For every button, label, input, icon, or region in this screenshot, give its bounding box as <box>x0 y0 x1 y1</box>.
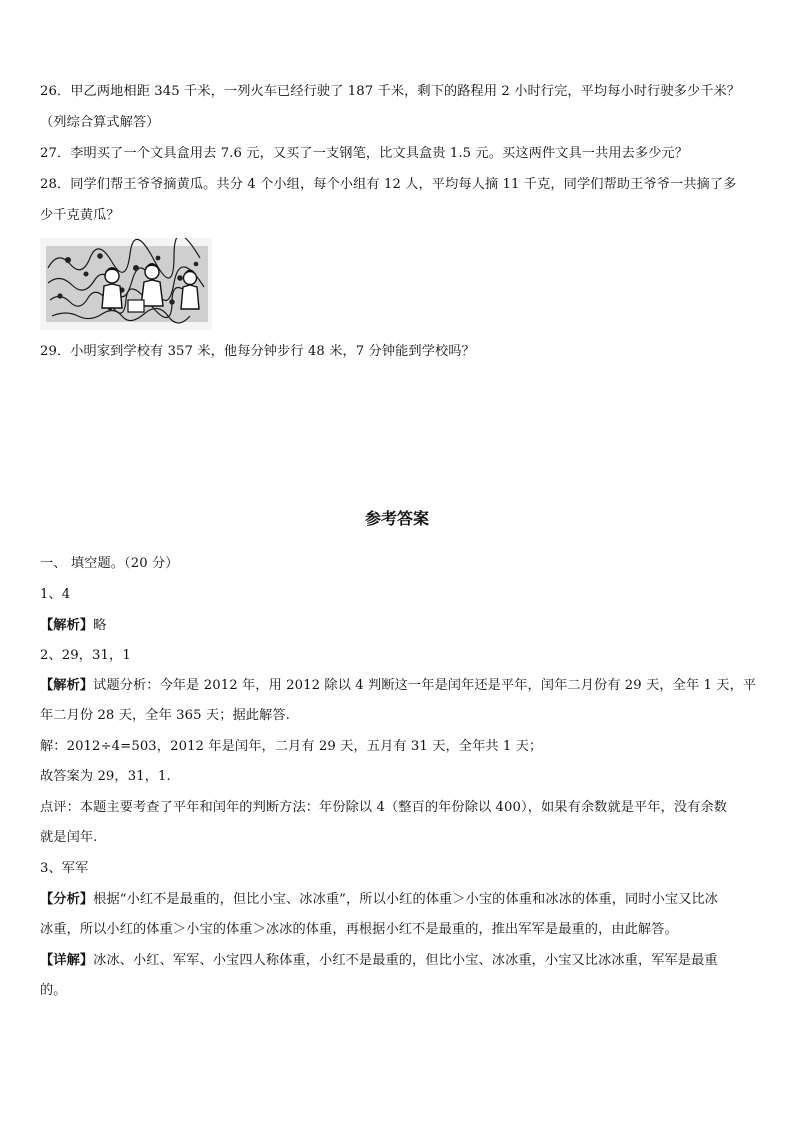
analysis-tag: 【解析】 <box>40 618 94 633</box>
analysis-tag: 【分析】 <box>40 892 94 907</box>
answer-2-analysis-line1: 【解析】试题分析：今年是 2012 年，用 2012 除以 4 判断这一年是闰年还是平年，闰年二月份有 29 天，全年 1 天，平 <box>40 678 757 693</box>
question-26-line2: （列综合算式解答） <box>40 115 160 130</box>
answer-3: 3、军军 <box>40 861 89 876</box>
question-27: 27．李明买了一个文具盒用去 7.6 元，又买了一支钢笔，比文具盒贵 1.5 元。买这两件文具一共用去多少元？ <box>40 146 689 161</box>
answer-3-detail-line2: 的。 <box>40 983 67 998</box>
answer-1: 1、4 <box>40 587 71 602</box>
answer-2-comment-line2: 就是闰年. <box>40 830 98 845</box>
answer-2-analysis-line2: 年二月份 28 天，全年 365 天；据此解答. <box>40 708 290 723</box>
analysis-tag: 【解析】 <box>40 678 94 693</box>
answer-3-detail-line1: 【详解】冰冰、小红、军军、小宝四人称体重，小红不是最重的，但比小宝、冰冰重，小宝又比冰冰重，军军是最重 <box>40 953 718 968</box>
detail-tag: 【详解】 <box>40 953 94 968</box>
question-28-line1: 28．同学们帮王爷爷摘黄瓜。共分 4 个小组，每个小组有 12 人，平均每人摘 11 千克，同学们帮助王爷爷一共摘了多 <box>40 177 737 192</box>
answer-3-analysis-line2: 冰重，所以小红的体重＞小宝的体重＞冰冰的体重，再根据小红不是最重的，推出军军是最重的，由此解答。 <box>40 922 678 937</box>
answer-2-solution: 解：2012÷4=503，2012 年是闰年，二月有 29 天，五月有 31 天，全年共 1 天； <box>40 739 543 754</box>
answer-1-explanation: 【解析】略 <box>40 618 107 633</box>
question-29: 29．小明家到学校有 357 米，他每分钟步行 48 米，7 分钟能到学校吗？ <box>40 344 475 359</box>
answer-2-conclusion: 故答案为 29，31，1. <box>40 769 171 784</box>
answer-2: 2、29，31，1 <box>40 648 131 663</box>
question-28-line2: 少千克黄瓜？ <box>40 208 120 223</box>
children-picking-cucumbers-illustration <box>40 238 212 330</box>
section-heading-fill-in: 一、 填空题。（20 分） <box>40 556 179 571</box>
answer-3-analysis-line1: 【分析】根据“小红不是最重的，但比小宝、冰冰重”，所以小红的体重＞小宝的体重和冰冰的体重，同时小宝又比冰 <box>40 892 719 907</box>
answers-title: 参考答案 <box>364 509 429 528</box>
question-26-line1: 26．甲乙两地相距 345 千米，一列火车已经行驶了 187 千米，剩下的路程用 2 小时行完，平均每小时行驶多少千米？ <box>40 84 741 99</box>
answer-2-comment-line1: 点评：本题主要考查了平年和闰年的判断方法：年份除以 4（整百的年份除以 400），如果有余数就是平年，没有余数 <box>40 800 728 815</box>
